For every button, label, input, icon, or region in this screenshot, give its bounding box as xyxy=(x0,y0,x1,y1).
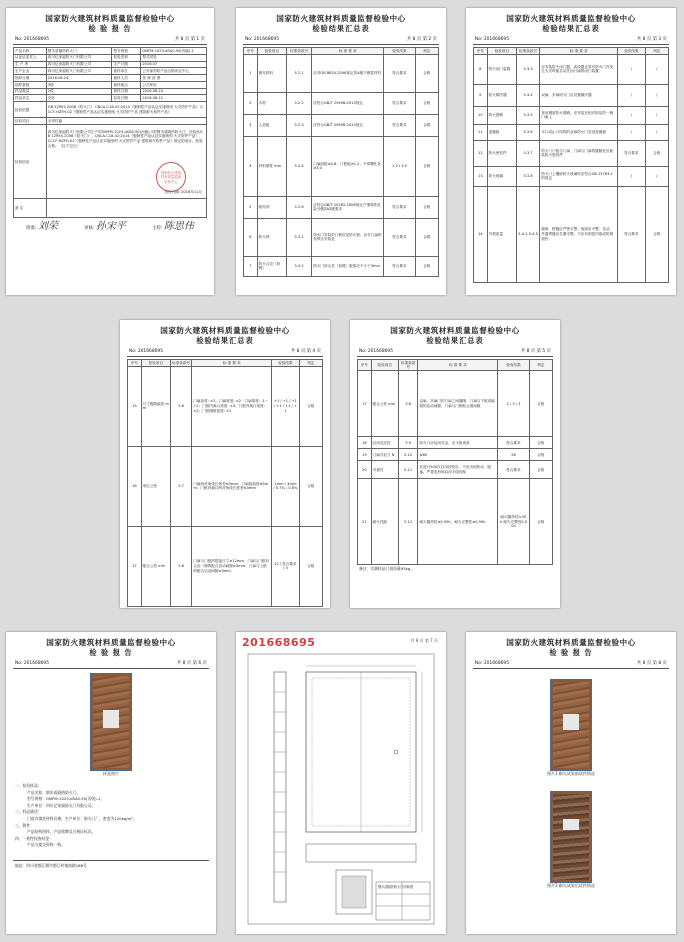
table-row: 18 启闭灵活性 5.9 防火门应启闭灵活、无卡阻现象 符合要求 合格 xyxy=(358,437,553,449)
table-row: 样品数量 2樘 到样日期 2016.08.24 xyxy=(14,88,207,95)
table-row: 生产企业 四川亿家福防火门有限公司 抽样单位 公安部消防产品合格评定中心 xyxy=(14,68,207,75)
page-number: 共 8 页 第 1 页 xyxy=(174,37,205,42)
reviewer-signature: 孙宋平 xyxy=(95,220,126,232)
table-row: 检验结论 四川亿家福防火门有限公司生产的GMFM-1023-dSA0.50(丙级)-1型钢木质隔热防火门，经检验GB 12955-2008《防火门》、CNCA-C18-02:2014《强制性产品认证实施规则 火灾防护产品》、CCCF-HZFH-02《强制性产品认证实施细则 火灾防护产品 建筑耐火构件产品》规定的项目，检验合格。（以下空白） 签发日期: 2016年11月 国家防火建筑材料质量监督检验中心 xyxy=(14,125,207,199)
photo-before-test xyxy=(550,679,592,771)
report-title: 检 验 报 告 xyxy=(88,24,132,33)
table-row: 19 门扇开启力 N 5.10 ≤80 56 合格 xyxy=(358,449,553,461)
sign-date: 签发日期: 2016年11月 xyxy=(164,189,202,194)
official-stamp: 国家防火建筑材料质量监督检验中心 xyxy=(156,162,186,192)
report-page-4: 国家防火建筑材料质量监督检验中心 检验结果汇总表 No: 201668695 共 8 页 第 4 页 序号 检验项目 标准条款号 标 准 要 求 检验结果 判定 15 尺寸极限偏差 mm 5.6 门扇高度: ±2；门扇宽度: ±2；门扇厚度: -1~+2；门框内裁口高度: ±3；门框内裁口宽度: ±2；门框侧壁宽度: ±2 +1 / +1 / +1 / +1 / +1 / +1 合格 16 形位公差 5.7 门扇两对角线长度差≤3mm；门扇扭曲度≤5mm；门框内裁口两对角线长度差≤3mm 1mm / 3mm / 0.7% / 0.6% 合格 17 配合公差 mm 5.8 门扇与门框的搭接尺寸≥12mm；门扇与门框有合页一侧的配合活动间隙≤3mm；门扇与上框的配合活动间隙≤3mm 12 / 符合要求 / 3 合格 xyxy=(120,320,330,608)
org-title: 国家防火建筑材料质量监督检验中心 xyxy=(45,14,175,23)
table-row: 8 防火闭门装置 5.3.3 应安装防火闭门器，或设置让常开防火门在发生火灾时能自动关闭门扇的闭门装置 / / xyxy=(474,54,669,84)
table-row: 17 配合公差 mm 5.8 门扇与门框的搭接尺寸≥12mm；门扇与门框有合页一侧的配合活动间隙≤3mm；门扇与上框的配合活动间隙≤3mm 12 / 符合要求 / 3 合格 xyxy=(128,526,323,606)
table-row: 认证证委托人 四川亿家福防火门有限公司 检验类别 型式试验 xyxy=(14,54,207,61)
report-page-6: 国家防火建筑材料质量监督检验中心 检 验 报 告 No: 201668695 共 8 页 第 6 页 样品照片 一、检验样品： 产品名称：钢木质隔热防火门。 型号规格：GMFM-1023-dSA0.50(丙级)-1。 生产单位：四川亿家福防火门有限公司。 二、样品描述： 门扇内填充材料岩棉，生产单位：防火门厂，密度为120kg/m³。 三、附件： 产品结构图样、产品铭牌及合格证标识。 四、一致性检查结论： 产品与提交资料一致。 地址：四川省都江堰市都江村集南路168号 xyxy=(6,632,216,934)
table-row: 抽样基数 3樘 抽样地点 公司库房 xyxy=(14,81,207,88)
footer-note: 备注：实测样品门扇质量93kg。 xyxy=(359,566,415,572)
conclusion-text: 四川亿家福防火门有限公司生产的GMFM-1023-dSA0.50(丙级)-1型钢木质隔热防火门，经检验GB 12955-2008《防火门》、CNCA-C18-02:2014《强制性产品认证实施规则 火灾防护产品》、CCCF-HZFH-02《强制性产品认证实施细则 火灾防护产品 建筑耐火构件产品》规定的项目，检验合格。（以下空白） xyxy=(47,129,203,148)
table-row: 11 盖缝板 5.3.6 平口或止口结构的双扇防火门宜设盖缝板 / / xyxy=(474,124,669,140)
table-row: 备 注 xyxy=(14,199,207,217)
red-report-number: 201668695 xyxy=(242,636,316,649)
table-row: 21 耐火性能 5.12 耐火隔热性≥0.50h，耐火完整性≥0.50h 耐火隔热性0.50h 耐火完整性0.50h 合格 xyxy=(358,479,553,565)
table-row: 样品状态 完好 检验日期 2016.08.12 xyxy=(14,95,207,102)
caption-after: 照片2 耐火试验后试件情况 xyxy=(547,883,595,888)
table-row: 14 外观质量 5.4.1-5.4.5 割角、拼缝应严密平整；表面应平整、光洁；外露焊缝应打磨平整；不应有明显凹痕或机械损伤 符合要求 合格 xyxy=(474,186,669,282)
table-row: 10 防火插销 5.3.5 采用钢质防火插销，应安装在相对固定的一侧门扇上 / / xyxy=(474,106,669,124)
table-row: 12 防火密封件 5.3.7 防火门门框与门扇、门扇与门扇的缝隙处应嵌装防火密封件 符合要求 合格 xyxy=(474,140,669,166)
report-page-7-drawing xyxy=(236,632,446,934)
photo-caption: 样品照片 xyxy=(103,771,119,776)
table-row: 7 防火合页（铰链） 5.3.2 防火门用合页（铰链）板厚应不少于3mm 符合要求 合格 xyxy=(244,256,439,276)
table-row: 产品名称 钢木质隔热防火门 型号规格 GMFM-1023-dSA0.50(丙级)-1 xyxy=(14,48,207,55)
basis-text: GB 12955-2008《防火门》 CNCA-C18-02:2014《强制性产品认证实施规则 火灾防护产品》 CCCF-HZFH-02《强制性产品认证实施细则 火灾防护产品 建筑耐火构件产品》 xyxy=(46,102,206,118)
table-row: 9 防火顺序器 5.3.4 双扇、多扇防火门应设置顺序器 / / xyxy=(474,84,669,106)
summary-table-2: 序号 检验项目 标准条款号 标 准 要 求 检验结果 判定 1 填充材料 5.2.1 应对GB 8624-2006规定的A级不燃性材料 符合要求 合格 2 木材 5.2.2 应符合GB/T 29498-2013规定 符合要求 合格 3 人造板 5.2.3 应符合GB/T 29498-2013规定 符合要求 合格 4 材料厚度 mm 5.2.4 门扇面板≥0.8；门框板≥1.2；不带槽孔处≥3.0 1.2 / 3.0 合格 5 粘结剂 5.2.6 应符合GB/T 20285-2006规定产烟毒性危险分级ZA2级要求 符合要求 合格 6 防火锁 5.3.1 防火门安装的门锁应是防火锁；应在门扇的有锁舌安装处 符合要求 合格 7 防火合页（铰链） 5.3.2 防火门用合页（铰链）板厚应不少于3mm 符合要求 合格 xyxy=(243,47,439,277)
table-row: 15 尺寸极限偏差 mm 5.6 门扇高度: ±2；门扇宽度: ±2；门扇厚度: -1~+2；门框内裁口高度: ±3；门框内裁口宽度: ±2；门框侧壁宽度: ±2 +1 / +1 / +1 / +1 / +1 / +1 合格 xyxy=(128,366,323,446)
report-page-3: 国家防火建筑材料质量监督检验中心 检验结果汇总表 No: 201668695 共 8 页 第 3 页 序号 检验项目 标准条款号 标 准 要 求 检验结果 判定 8 防火闭门装置 5.3.3 应安装防火闭门器，或设置让常开防火门在发生火灾时能自动关闭门扇的闭门装置 / / 9 防火顺序器 5.3.4 双扇、多扇防火门应设置顺序器 / / 10 防火插销 5.3.5 采用钢质防火插销，应安装在相对固定的一侧门扇上 / / 11 盖缝板 5.3.6 平口或止口结构的双扇防火门宜设盖缝板 / / 12 防火密封件 5.3.7 防火门门框与门扇、门扇与门扇的缝隙处应嵌装防火密封件 符合要求 合格 13 防火玻璃 5.3.8 防火门上镶嵌防火玻璃时应符合GB 15763.1的规定 / / 14 外观质量 5.4.1-5.4.5 割角、拼缝应严密平整；表面应平整、光洁；外露焊缝应打磨平整；不应有明显凹痕或机械损伤 符合要求 合格 xyxy=(466,8,676,295)
address: 地址：四川省都江堰市都江村集南路168号 xyxy=(15,862,87,868)
table-row: 2 木材 5.2.2 应符合GB/T 29498-2013规定 符合要求 合格 xyxy=(244,92,439,114)
table-row: 17 配合公差 mm 5.8 双扇、多扇门的门扇之间缝隙；门扇与下框或地面的活动间隙；门扇与门框贴合面间隙 2 / 3 / 3 合格 xyxy=(358,371,553,437)
report-number: No: 201668695 xyxy=(15,37,49,42)
info-table xyxy=(13,47,207,218)
summary-table-3: 序号 检验项目 标准条款号 标 准 要 求 检验结果 判定 8 防火闭门装置 5.3.3 应安装防火闭门器，或设置让常开防火门在发生火灾时能自动关闭门扇的闭门装置 / / 9 防火顺序器 5.3.4 双扇、多扇防火门应设置顺序器 / / 10 防火插销 5.3.5 采用钢质防火插销，应安装在相对固定的一侧门扇上 / / 11 盖缝板 5.3.6 平口或止口结构的双扇防火门宜设盖缝板 / / 12 防火密封件 5.3.7 防火门门框与门扇、门扇与门扇的缝隙处应嵌装防火密封件 符合要求 合格 13 防火玻璃 5.3.8 防火门上镶嵌防火玻璃时应符合GB 15763.1的规定 / / 14 外观质量 5.4.1-5.4.5 割角、拼缝应严密平整；表面应平整、光洁；外露焊缝应打磨平整；不应有明显凹痕或机械损伤 符合要求 合格 xyxy=(473,47,669,283)
approver-signature: 刘荣 xyxy=(37,220,58,232)
signature-row: 批准: 刘荣 审核: 孙宋平 主检: 陈思伟 xyxy=(26,220,194,232)
table-row: 3 人造板 5.2.3 应符合GB/T 29498-2013规定 符合要求 合格 xyxy=(244,114,439,136)
table-row: 16 形位公差 5.7 门扇两对角线长度差≤3mm；门扇扭曲度≤5mm；门框内裁口两对角线长度差≤3mm 1mm / 3mm / 0.7% / 0.6% 合格 xyxy=(128,446,323,526)
caption-before: 照片1 耐火试验前试件情况 xyxy=(547,771,595,776)
summary-table-5: 序号 检验项目 标准条款号 标 准 要 求 检验结果 判定 17 配合公差 mm 5.8 双扇、多扇门的门扇之间缝隙；门扇与下框或地面的活动间隙；门扇与门框贴合面间隙 2 / 3 / 3 合格 18 启闭灵活性 5.9 防火门应启闭灵活、无卡阻现象 符合要求 合格 19 门扇开启力 N 5.10 ≤80 56 合格 20 可靠性 5.11 在进行500次启闭试验后，不应出现松动、脱落、严重变形和启闭卡阻现象 符合要求 合格 21 耐火性能 5.12 耐火隔热性≥0.50h，耐火完整性≥0.50h 耐火隔热性0.50h 耐火完整性0.50h 合格 xyxy=(357,359,553,565)
table-row: 13 防火玻璃 5.3.8 防火门上镶嵌防火玻璃时应符合GB 15763.1的规定 / / xyxy=(474,166,669,186)
table-row: 检验项目 全项性能 xyxy=(14,118,207,125)
table-row: 抽样日期 2016.08.24 抽样人员 张 博 邱 勇 xyxy=(14,75,207,82)
report-page-8: 国家防火建筑材料质量监督检验中心 检 验 报 告 No: 201668695 共 8 页 第 8 页 照片1 耐火试验前试件情况 照片2 耐火试验后试件情况 xyxy=(466,632,676,934)
table-row: 检验依据 GB 12955-2008《防火门》 CNCA-C18-02:2014《强制性产品认证实施规则 火灾防护产品》 CCCF-HZFH-02《强制性产品认证实施细则 火灾防护产品 建筑耐火构件产品》 xyxy=(14,102,207,118)
table-row: 生 产 者 四川亿家福防火门有限公司 生产日期 2016.07 xyxy=(14,61,207,68)
sample-photo xyxy=(90,673,132,771)
report-page-1 xyxy=(6,8,214,295)
sample-notes: 一、检验样品： 产品名称：钢木质隔热防火门。 型号规格：GMFM-1023-dSA0.50(丙级)-1。 生产单位：四川亿家福防火门有限公司。 二、样品描述： 门扇内填充材料岩棉，生产单位：防火门厂，密度为120kg/m³。 三、附件： 产品结构图样、产品铭牌及合格证标识。 四、一致性检查结论： 产品与提交资料一致。 xyxy=(15,783,137,848)
table-row: 4 材料厚度 mm 5.2.4 门扇面板≥0.8；门框板≥1.2；不带槽孔处≥3.0 1.2 / 3.0 合格 xyxy=(244,136,439,196)
table-row: 1 填充材料 5.2.1 应对GB 8624-2006规定的A级不燃性材料 符合要求 合格 xyxy=(244,54,439,92)
summary-table-4: 序号 检验项目 标准条款号 标 准 要 求 检验结果 判定 15 尺寸极限偏差 mm 5.6 门扇高度: ±2；门扇宽度: ±2；门扇厚度: -1~+2；门框内裁口高度: ±3；门框内裁口宽度: ±2；门框侧壁宽度: ±2 +1 / +1 / +1 / +1 / +1 / +1 合格 16 形位公差 5.7 门扇两对角线长度差≤3mm；门扇扭曲度≤5mm；门框内裁口两对角线长度差≤3mm 1mm / 3mm / 0.7% / 0.6% 合格 17 配合公差 mm 5.8 门扇与门框的搭接尺寸≥12mm；门扇与门框有合页一侧的配合活动间隙≤3mm；门扇与上框的配合活动间隙≤3mm 12 / 符合要求 / 3 合格 xyxy=(127,359,323,607)
table-row: 6 防火锁 5.3.1 防火门安装的门锁应是防火锁；应在门扇的有锁舌安装处 符合要求 合格 xyxy=(244,218,439,256)
drawing-title: 钢木质隔热防火门结构图 xyxy=(378,885,414,889)
report-page-5: 国家防火建筑材料质量监督检验中心 检验结果汇总表 No: 201668695 共 8 页 第 5 页 序号 检验项目 标准条款号 标 准 要 求 检验结果 判定 17 配合公差 mm 5.8 双扇、多扇门的门扇之间缝隙；门扇与下框或地面的活动间隙；门扇与门框贴合面间隙 2 / 3 / 3 合格 18 启闭灵活性 5.9 防火门应启闭灵活、无卡阻现象 符合要求 合格 19 门扇开启力 N 5.10 ≤80 56 合格 20 可靠性 5.11 在进行500次启闭试验后，不应出现松动、脱落、严重变形和启闭卡阻现象 符合要求 合格 21 耐火性能 5.12 耐火隔热性≥0.50h，耐火完整性≥0.50h 耐火隔热性0.50h 耐火完整性0.50h 合格 备注：实测样品门扇质量93kg。 xyxy=(350,320,560,608)
page-number: 共 8 页 第 7 页 xyxy=(410,638,438,643)
tester-signature: 陈思伟 xyxy=(163,220,194,232)
photo-after-test xyxy=(550,791,592,883)
table-row: 5 粘结剂 5.2.6 应符合GB/T 20285-2006规定产烟毒性危险分级ZA2级要求 符合要求 合格 xyxy=(244,196,439,218)
table-row: 20 可靠性 5.11 在进行500次启闭试验后，不应出现松动、脱落、严重变形和启闭卡阻现象 符合要求 合格 xyxy=(358,461,553,479)
report-page-2: 国家防火建筑材料质量监督检验中心 检验结果汇总表 No: 201668695 共 8 页 第 2 页 序号 检验项目 标准条款号 标 准 要 求 检验结果 判定 1 填充材料 5.2.1 应对GB 8624-2006规定的A级不燃性材料 符合要求 合格 2 木材 5.2.2 应符合GB/T 29498-2013规定 符合要求 合格 3 人造板 5.2.3 应符合GB/T 29498-2013规定 符合要求 合格 4 材料厚度 mm 5.2.4 门扇面板≥0.8；门框板≥1.2；不带槽孔处≥3.0 1.2 / 3.0 合格 5 粘结剂 5.2.6 应符合GB/T 20285-2006规定产烟毒性危险分级ZA2级要求 符合要求 合格 6 防火锁 5.3.1 防火门安装的门锁应是防火锁；应在门扇的有锁舌安装处 符合要求 合格 7 防火合页（铰链） 5.3.2 防火门用合页（铰链）板厚应不少于3mm 符合要求 合格 xyxy=(236,8,446,295)
